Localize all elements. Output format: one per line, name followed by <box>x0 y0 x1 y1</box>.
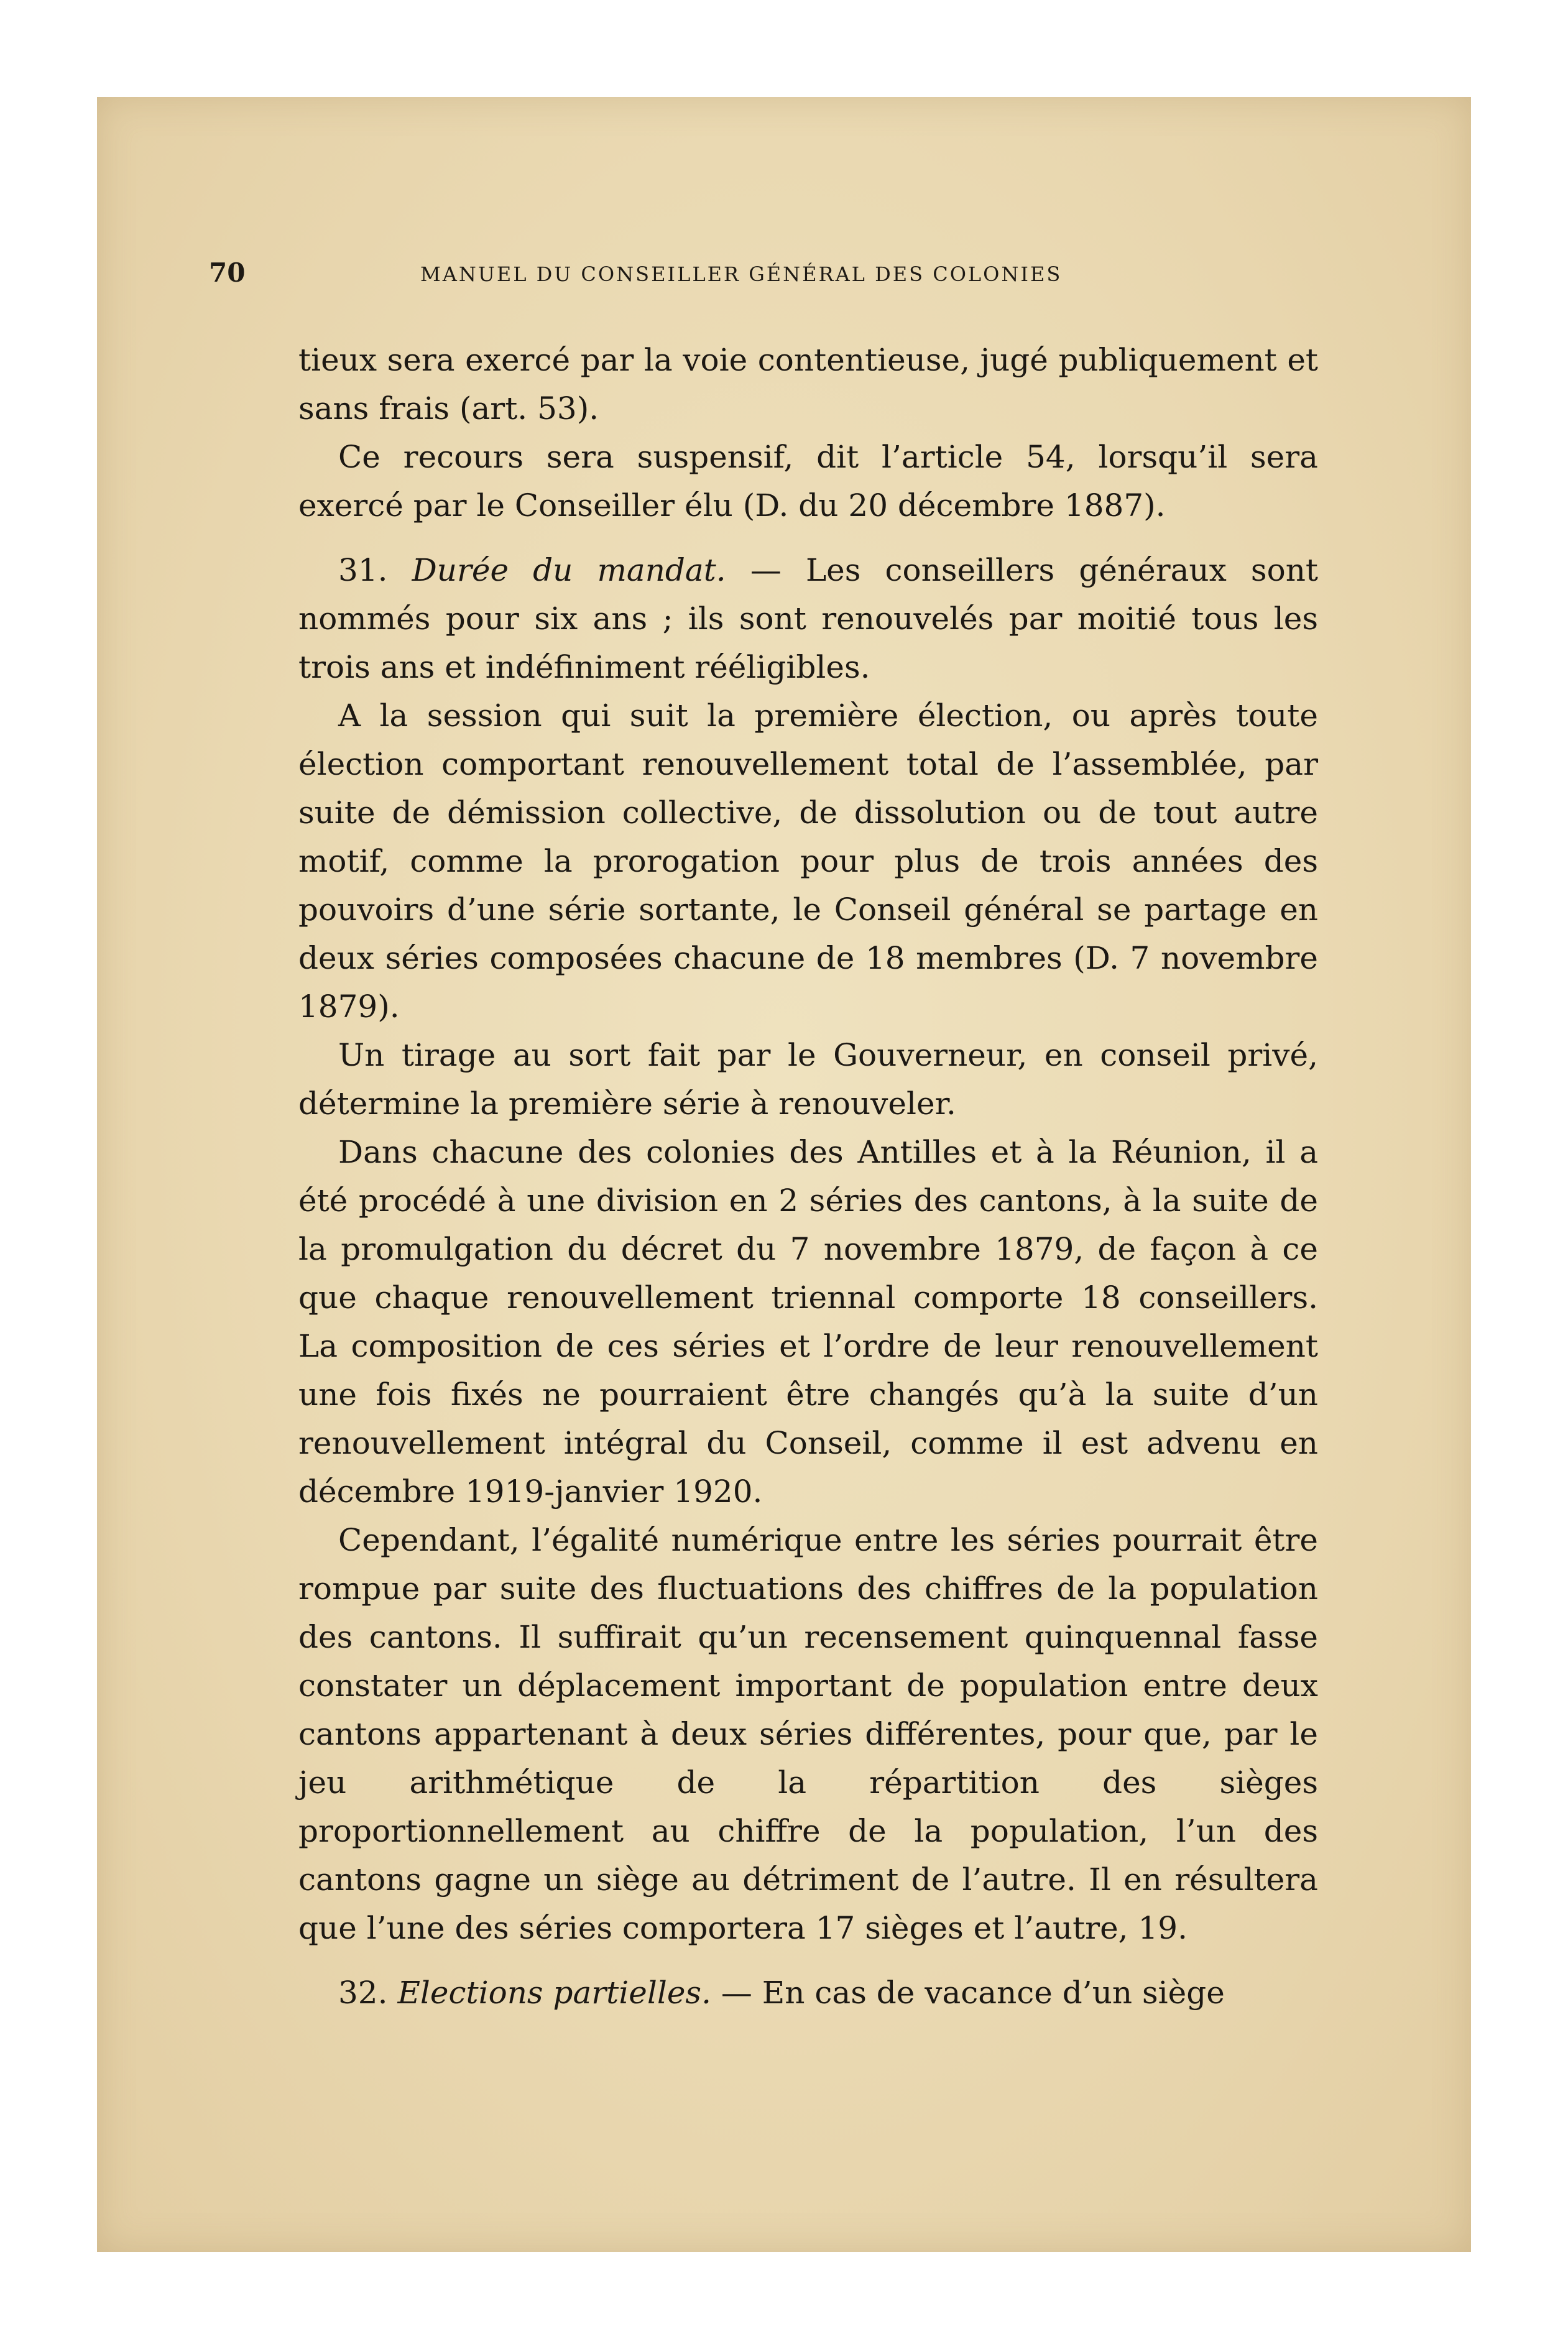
page-number: 70 <box>209 257 246 288</box>
section-title: Elections partielles. <box>397 1975 711 2011</box>
paragraph-continuation: tieux sera exercé par la voie contentieuse, jugé publiquement et sans frais (art. 53). <box>298 342 1318 427</box>
body-text <box>298 336 1318 2017</box>
paragraph: Ce recours sera suspensif, dit l’article 54, lorsqu’il sera exercé par le Conseiller élu (D. du 20 décembre 1887). <box>298 439 1318 524</box>
section-text: — En cas de vacance d’un siège <box>721 1975 1225 2011</box>
paragraph: Un tirage au sort fait par le Gouverneur, en conseil privé, détermine la première série à renouveler. <box>298 1037 1318 1122</box>
section-31 <box>298 546 1318 691</box>
section-number: 31. <box>338 552 388 588</box>
paragraph: A la session qui suit la première élection, ou après toute élection comportant renouvellement total de l’assemblée, par suite de démission collective, de dissolution ou de tout autre motif, comme la prorogation pour plus de trois années des pouvoirs d’une série sortante, le Conseil général se partage en deux séries composées chacune de 18 membres (D. 7 novembre 1879). <box>298 698 1318 1025</box>
paragraph: Dans chacune des colonies des Antilles et à la Réunion, il a été procédé à une division en 2 séries des cantons, à la suite de la promulgation du décret du 7 novembre 1879, de façon à ce que chaque renouvellement triennal comporte 18 conseillers. La composition de ces séries et l’ordre de leur renouvellement une fois fixés ne pourraient être changés qu’à la suite d’un renouvellement intégral du Conseil, comme il est advenu en décembre 1919-janvier 1920. <box>298 1134 1318 1510</box>
page-header <box>209 257 1222 295</box>
section-32 <box>298 1968 1318 2017</box>
section-title: Durée du mandat. <box>412 552 726 588</box>
section-number: 32. <box>338 1975 388 2011</box>
section-text: — Les conseillers généraux sont nommés pour six ans ; ils sont renouvelés par moitié tous les trois ans et indéfiniment rééligibles. <box>298 552 1318 685</box>
running-title: MANUEL DU CONSEILLER GÉNÉRAL DES COLONIES <box>420 262 1063 286</box>
paragraph: Cependant, l’égalité numérique entre les séries pourrait être rompue par suite des fluctuations des chiffres de la population des cantons. Il suffirait qu’un recensement quinquennal fasse constater un déplacement important de population entre deux cantons appartenant à deux séries différentes, pour que, par le jeu arithmétique de la répartition des sièges proportionnellement au chiffre de la population, l’un des cantons gagne un siège au détriment de l’autre. Il en résultera que l’une des séries comportera 17 sièges et l’autre, 19. <box>298 1522 1318 1946</box>
